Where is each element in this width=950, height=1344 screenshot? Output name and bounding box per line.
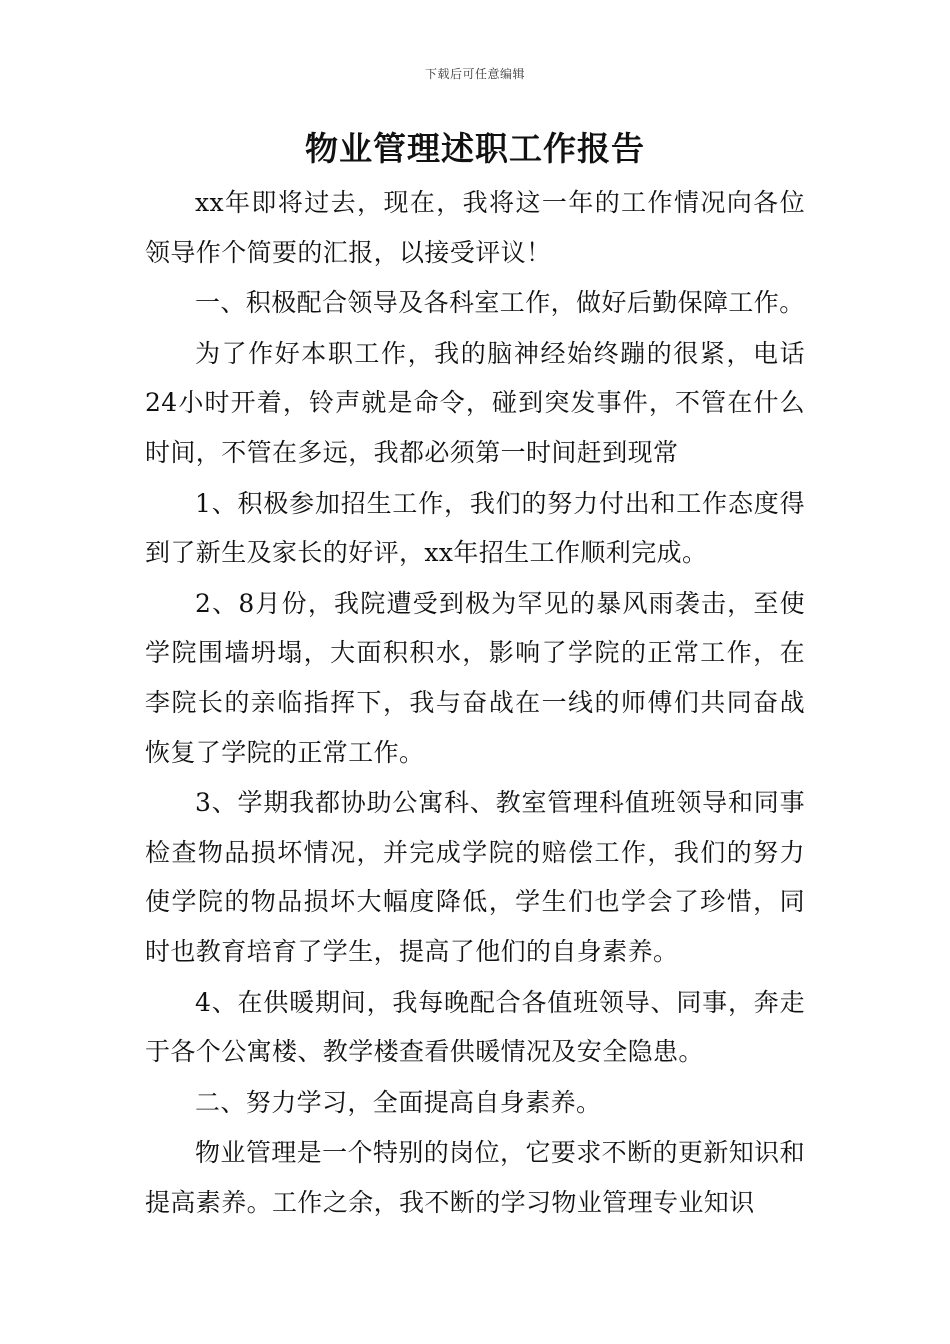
- paragraph-study: 物业管理是一个特别的岗位，它要求不断的更新知识和提高素养。工作之余，我不断的学习物业管理专业知识: [145, 1138, 805, 1217]
- paragraph-item-3: 3、学期我都协助公寓科、教室管理科值班领导和同事检查物品损坏情况，并完成学院的赔偿工作，我们的努力使学院的物品损坏大幅度降低，学生们也学会了珍惜，同时也教育培育了学生，提高了他们的自身素养。: [145, 788, 805, 966]
- document-title: 物业管理述职工作报告: [305, 129, 645, 168]
- paragraph-item-1: 1、积极参加招生工作，我们的努力付出和工作态度得到了新生及家长的好评，xx年招生工作顺利完成。: [145, 488, 805, 568]
- header-note: 下载后可任意编辑: [424, 67, 525, 81]
- paragraph-item-2: 2、8月份，我院遭受到极为罕见的暴风雨袭击，至使学院围墙坍塌，大面积积水，影响了学院的正常工作，在李院长的亲临指挥下，我与奋战在一线的师傅们共同奋战恢复了学院的正常工作。: [145, 588, 805, 767]
- paragraph-duty: 为了作好本职工作，我的脑神经始终蹦的很紧，电话24小时开着，铃声就是命令，碰到突发事件，不管在什么时间，不管在多远，我都必须第一时间赶到现常: [145, 338, 805, 467]
- paragraph-item-4: 4、在供暖期间，我每晚配合各值班领导、同事，奔走于各个公寓楼、教学楼查看供暖情况及安全隐患。: [145, 987, 805, 1067]
- section-heading-1: 一、积极配合领导及各科室工作，做好后勤保障工作。: [195, 288, 805, 318]
- paragraph-intro: xx年即将过去，现在，我将这一年的工作情况向各位领导作个简要的汇报，以接受评议！: [145, 188, 805, 267]
- section-heading-2: 二、努力学习，全面提高自身素养。: [195, 1087, 602, 1117]
- document-body: [145, 178, 805, 1227]
